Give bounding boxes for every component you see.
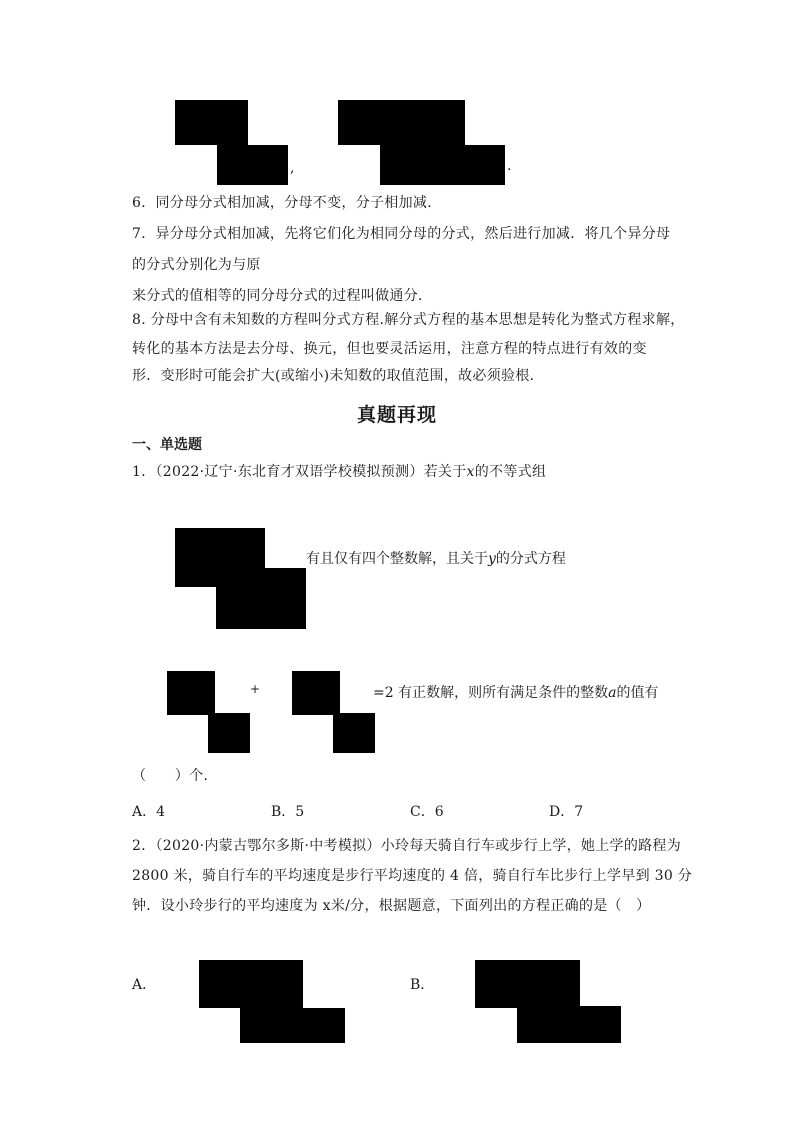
q2-line-2: 2800 米，骑自行车的平均速度是步行平均速度的 4 倍，骑自行车比步行上学早到 30 分: [132, 868, 693, 884]
q1-option-a: A．4: [132, 804, 166, 820]
q1-mid-text: [306, 549, 566, 569]
redacted-formula: [338, 100, 465, 145]
q1-mid-pre: 有且仅有四个整数解，且关于: [306, 551, 488, 567]
q1-mid-post: 的分式方程: [495, 551, 566, 567]
q2-line-1: 2．（2020·内蒙古鄂尔多斯·中考模拟）小玲每天骑自行车或步行上学，她上学的路程为: [132, 838, 682, 854]
section-heading: 一、单选题: [132, 437, 202, 453]
q2-option-b-label: B．: [410, 977, 435, 993]
note-item-8-line-2: 转化的基本方法是去分母、换元，但也要灵活运用，注意方程的特点进行有效的变: [132, 341, 647, 357]
redacted-fraction-term: [333, 713, 375, 753]
redacted-formula: [248, 145, 288, 185]
q1-option-d: D．7: [549, 804, 584, 820]
q1-plus-sign: +: [250, 682, 261, 696]
redacted-option-a-formula: [199, 960, 303, 1008]
redacted-option-a-formula: [303, 1008, 345, 1043]
q1-var-y: y: [488, 551, 496, 567]
item5-comma: ,: [290, 160, 295, 176]
q2-option-a-label: A．: [132, 977, 157, 993]
redacted-fraction-term: [167, 671, 215, 715]
note-item-7-line-2: 的分式分别化为与原: [132, 257, 261, 273]
note-item-8-line-1: 8. 分母中含有未知数的方程叫分式方程.解分式方程的基本思想是转化为整式方程求解，: [132, 312, 685, 328]
redacted-fraction-term: [292, 671, 340, 715]
redacted-fraction-term: [208, 713, 250, 753]
note-item-7-line-1: 7．异分母分式相加减，先将它们化为相同分母的分式，然后进行加减．将几个异分母: [132, 226, 671, 242]
redacted-formula: [217, 145, 248, 185]
q1-eq-post: 的值有: [616, 685, 659, 701]
q1-option-b: B．5: [271, 804, 305, 820]
q1-stem-post: 的不等式组: [474, 464, 547, 480]
q1-equation-text: [373, 683, 658, 703]
section-title: 真题再现: [356, 404, 437, 426]
redacted-option-a-formula: [240, 1006, 303, 1043]
redacted-formula: [380, 145, 505, 185]
q1-option-c: C．6: [410, 804, 444, 820]
redacted-option-b-formula: [475, 960, 580, 1008]
q1-var-a: a: [608, 685, 617, 701]
redacted-inequality-system: [216, 568, 306, 629]
item5-period: .: [507, 158, 512, 174]
q2-line-3: 钟．设小玲步行的平均速度为 x米/分，根据题意，下面列出的方程正确的是（ ）: [132, 898, 651, 914]
q1-var-x: x: [466, 464, 475, 480]
q1-stem: [132, 462, 546, 482]
redacted-formula: [175, 100, 248, 145]
note-item-6: 6．同分母分式相加减，分母不变，分子相加减．: [132, 195, 442, 211]
q1-answer-blank: （ ）个．: [132, 768, 218, 784]
q1-eq-pre: =2 有正数解，则所有满足条件的整数: [373, 685, 609, 701]
q1-stem-pre: 1．（2022·辽宁·东北育才双语学校模拟预测）若关于: [132, 464, 467, 480]
note-item-8-line-3: 形．变形时可能会扩大(或缩小)未知数的取值范围，故必须验根．: [132, 368, 544, 384]
note-item-7-line-3: 来分式的值相等的同分母分式的过程叫做通分．: [132, 288, 433, 304]
redacted-option-b-formula: [517, 1006, 621, 1043]
